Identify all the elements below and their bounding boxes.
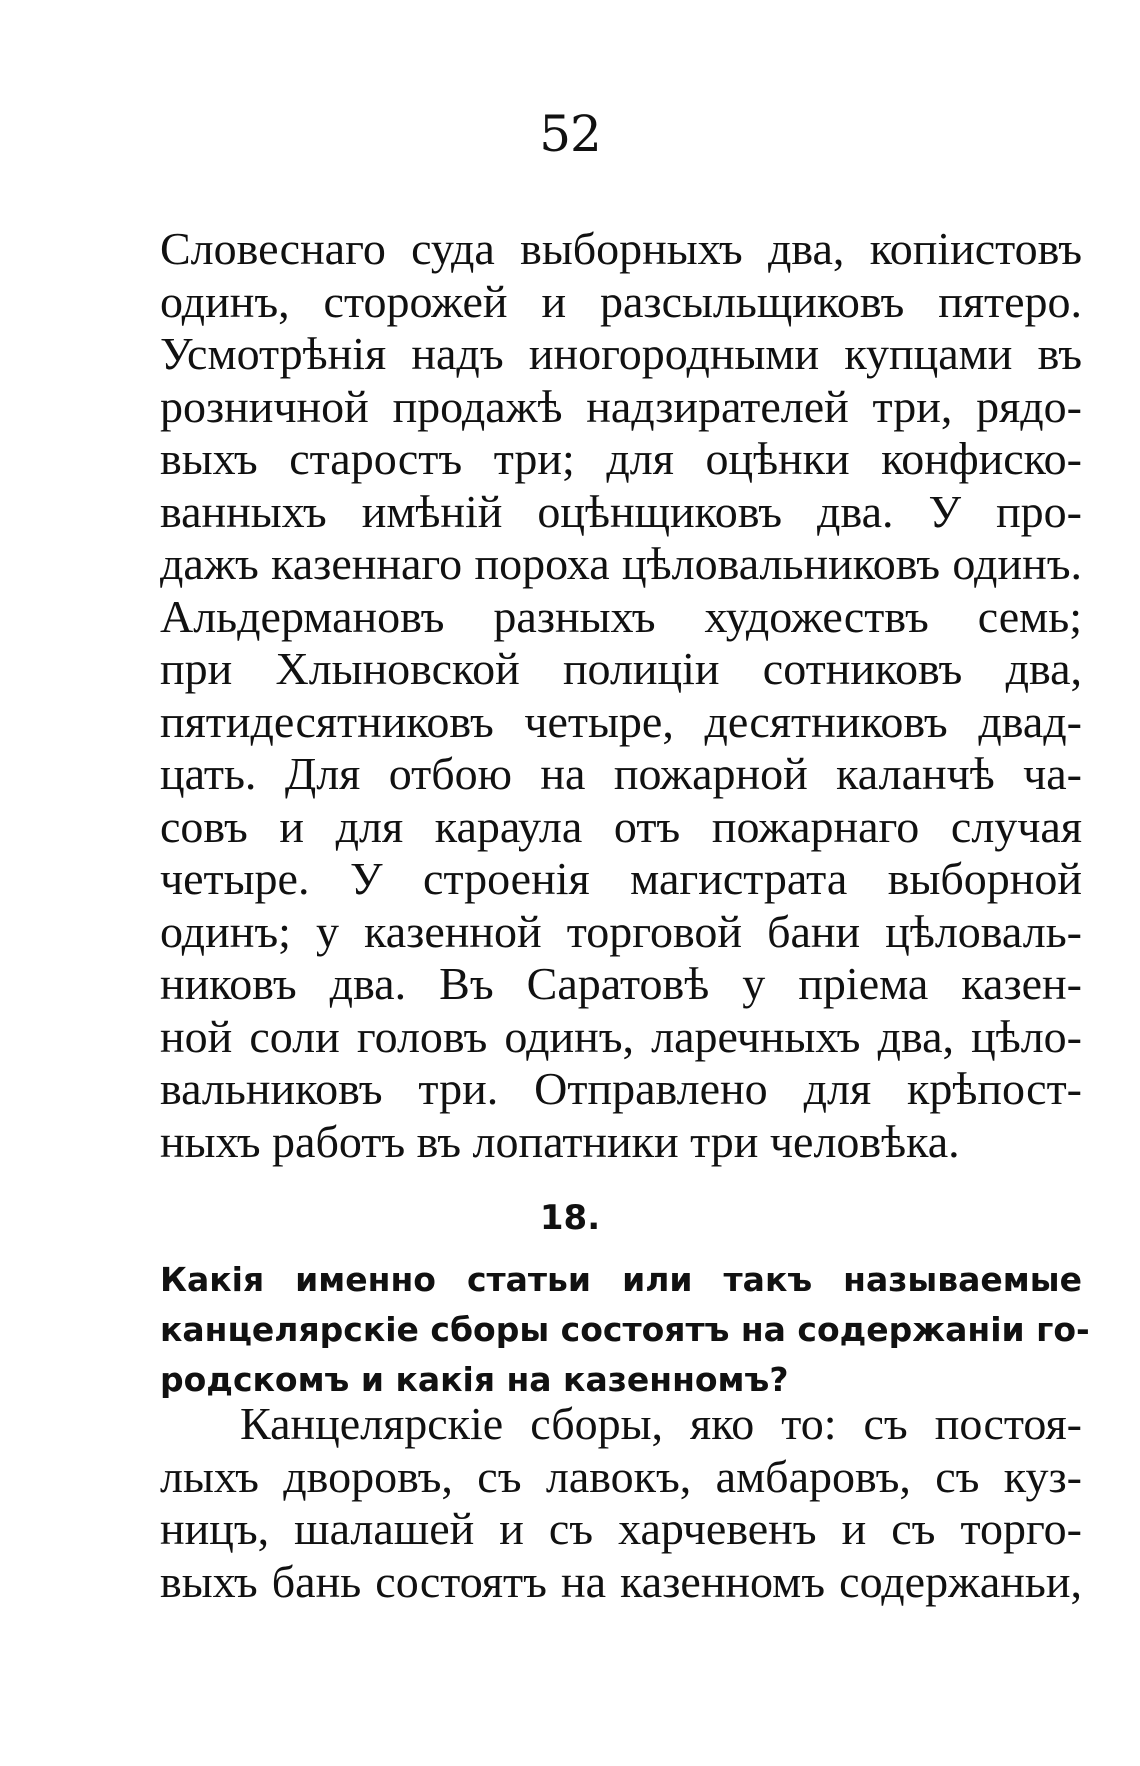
text-line: дажъ казеннаго пороха цѣловальниковъ одинъ. [160,538,1082,589]
text-line: Альдермановъ разныхъ художествъ семь; [160,590,1082,642]
text-line: никовъ два. Въ Саратовѣ у прiема казен- [160,958,1082,1009]
question-line: Какiя именно статьи или такъ называемые [160,1260,1082,1299]
section-answer [160,1398,1082,1608]
text-line: при Хлыновской полицiи сотниковъ два, [160,643,1082,694]
section-number: 18. [539,1198,601,1238]
question-line: родскомъ и какiя на казенномъ? [160,1360,789,1399]
answer-line: лыхъ дворовъ, съ лавокъ, амбаровъ, съ куз- [160,1450,1082,1502]
text-line: вальниковъ три. Отправлено для крѣпост- [160,1063,1082,1114]
text-line: ныхъ работъ въ лопатники три человѣка. [160,1115,960,1167]
section-question [160,1255,1090,1405]
text-line: одинъ, сторожей и разсыльщиковъ пятеро. [160,275,1082,327]
text-line: розничной продажѣ надзирателей три, рядо- [160,380,1082,432]
answer-line: ницъ, шалашей и съ харчевенъ и съ торго- [160,1503,1082,1554]
text-line: Усмотрѣнiя надъ иногородными купцами въ [160,328,1082,379]
text-line: ванныхъ имѣнiй оцѣнщиковъ два. У про- [160,485,1082,537]
text-line: совъ и для караула отъ пожарнаго случая [160,800,1082,852]
page-number: 52 [539,105,601,163]
text-line: цать. Для отбою на пожарной каланчѣ ча- [160,748,1082,799]
body-paragraph [160,223,1082,1168]
text-line: четыре. У строенiя магистрата выборной [160,853,1082,904]
question-line: канцелярскiе сборы состоятъ на содержанiи го- [160,1310,1090,1349]
text-line: одинъ; у казенной торговой бани цѣловаль- [160,905,1082,957]
answer-line: выхъ бань состоятъ на казенномъ содержаньи, [160,1555,1082,1607]
text-line: ной соли головъ одинъ, ларечныхъ два, цѣло- [160,1010,1082,1062]
text-line: пятидесятниковъ четыре, десятниковъ двад- [160,695,1082,747]
text-line: Словеснаго суда выборныхъ два, копiистовъ [160,223,1082,274]
text-line: выхъ старостъ три; для оцѣнки конфиско- [160,433,1082,484]
answer-line: Канцелярскiе сборы, яко то: съ постоя- [240,1398,1082,1449]
